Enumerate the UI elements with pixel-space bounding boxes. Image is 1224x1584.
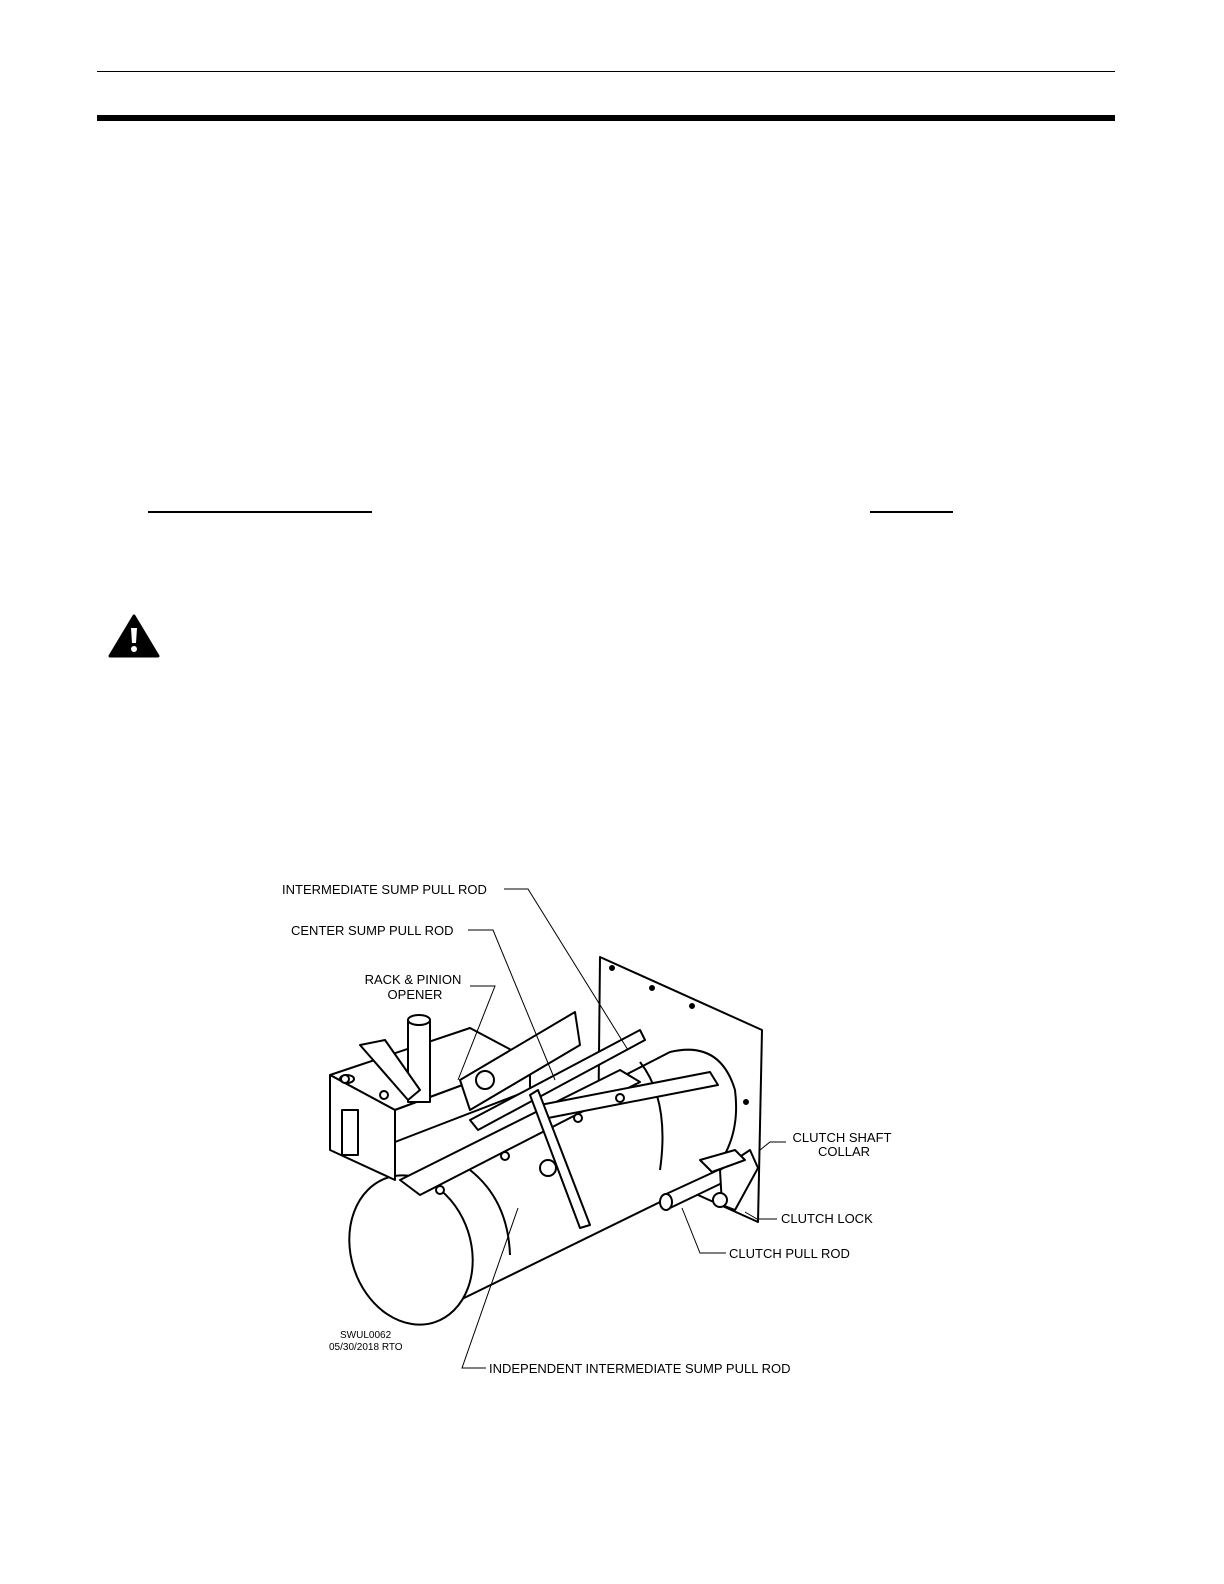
callout-rack-pinion-line1: RACK & PINION [364,972,462,987]
callout-clutch-pull-rod: CLUTCH PULL ROD [729,1246,850,1261]
drawing-id: SWUL0062 [340,1330,392,1341]
drawing-date: 05/30/2018 RTO [329,1342,403,1353]
callout-clutch-shaft-collar-line2: COLLAR [817,1144,871,1159]
callout-rack-pinion-line2: OPENER [387,987,443,1002]
callout-independent-intermediate-sump-pull-rod: INDEPENDENT INTERMEDIATE SUMP PULL ROD [489,1361,791,1376]
callout-clutch-shaft-collar-line1: CLUTCH SHAFT [792,1130,892,1145]
mechanism-drawing [330,957,762,1341]
callout-clutch-lock: CLUTCH LOCK [781,1211,873,1226]
callout-intermediate-sump-pull-rod: INTERMEDIATE SUMP PULL ROD [282,882,487,897]
callout-center-sump-pull-rod: CENTER SUMP PULL ROD [291,923,454,938]
